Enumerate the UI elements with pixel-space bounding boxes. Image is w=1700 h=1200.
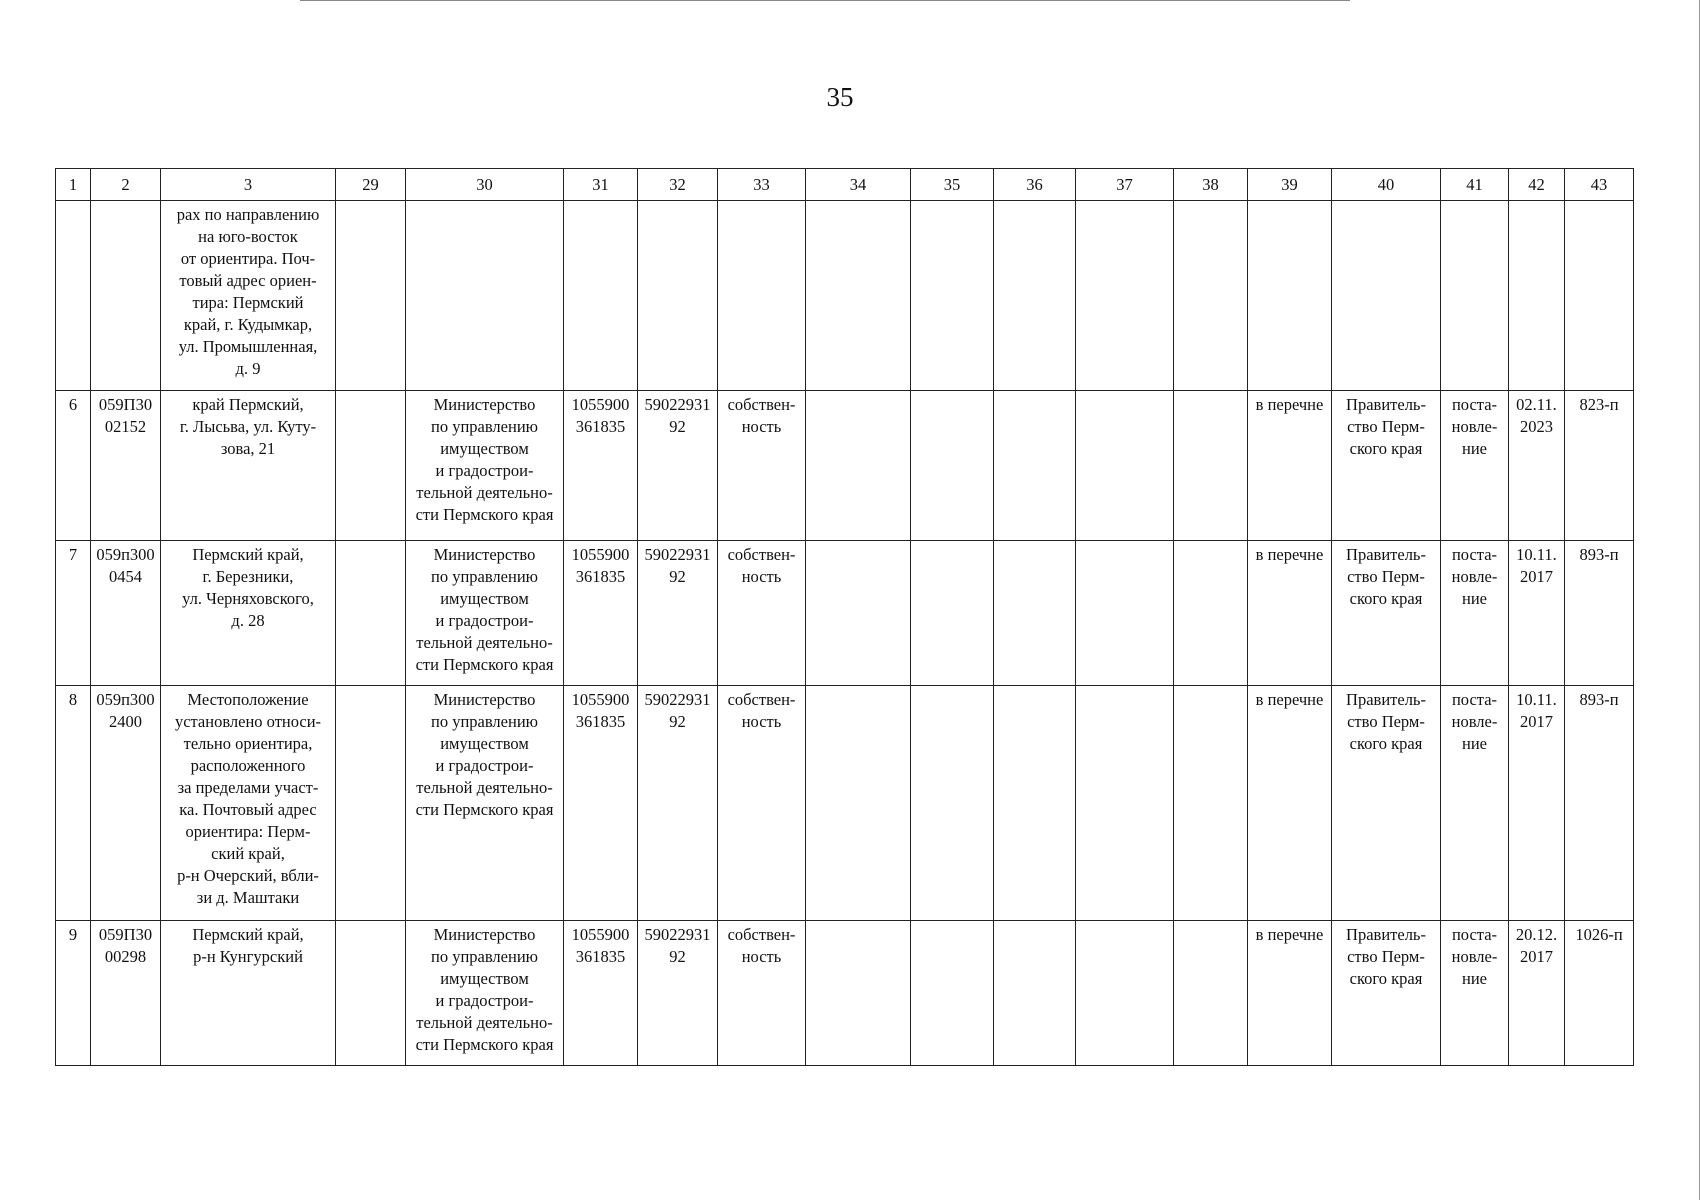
registry-table xyxy=(55,168,1634,1066)
col-36-cell xyxy=(994,686,1076,921)
table-row xyxy=(56,541,1634,686)
column-header-34: 34 xyxy=(806,169,911,201)
ogrn-cell: 1055900 361835 xyxy=(564,541,638,686)
document-number-cell: 823-п xyxy=(1565,391,1634,541)
address-cell: рах по направлению на юго-восток от ориентира. Поч- товый адрес ориен- тира: Пермский край, г. Кудымкар, ул. Промышленная, д. 9 xyxy=(161,201,336,391)
scan-top-edge xyxy=(300,0,1350,1)
authority-cell: Правитель- ство Перм- ского края xyxy=(1332,921,1441,1066)
row-number-cell: 8 xyxy=(56,686,91,921)
authority-cell: Правитель- ство Перм- ского края xyxy=(1332,541,1441,686)
address-cell: Пермский край, р-н Кунгурский xyxy=(161,921,336,1066)
document-date-cell: 10.11. 2017 xyxy=(1509,541,1565,686)
col-34-cell xyxy=(806,201,911,391)
owner-cell: Министерство по управлению имуществом и градострои- тельной деятельно- сти Пермского края xyxy=(406,921,564,1066)
authority-cell: Правитель- ство Перм- ского края xyxy=(1332,391,1441,541)
owner-cell: Министерство по управлению имуществом и градострои- тельной деятельно- сти Пермского края xyxy=(406,391,564,541)
col-38-cell xyxy=(1174,391,1248,541)
row-number-cell: 7 xyxy=(56,541,91,686)
owner-cell: Министерство по управлению имуществом и градострои- тельной деятельно- сти Пермского края xyxy=(406,541,564,686)
table-row-continuation xyxy=(56,201,1634,391)
col-35-cell xyxy=(911,686,994,921)
list-status-cell: в перечне xyxy=(1248,921,1332,1066)
col-29-cell xyxy=(336,921,406,1066)
row-number-cell: 9 xyxy=(56,921,91,1066)
document-type-cell: поста- новле- ние xyxy=(1441,686,1509,921)
column-header-1: 1 xyxy=(56,169,91,201)
document-date-cell: 10.11. 2017 xyxy=(1509,686,1565,921)
column-header-33: 33 xyxy=(718,169,806,201)
table-row xyxy=(56,921,1634,1066)
right-type-cell: собствен- ность xyxy=(718,686,806,921)
column-header-40: 40 xyxy=(1332,169,1441,201)
authority-cell xyxy=(1332,201,1441,391)
column-header-3: 3 xyxy=(161,169,336,201)
column-header-30: 30 xyxy=(406,169,564,201)
col-36-cell xyxy=(994,391,1076,541)
document-number-cell: 893-п xyxy=(1565,541,1634,686)
col-34-cell xyxy=(806,686,911,921)
address-cell: Пермский край, г. Березники, ул. Черняховского, д. 28 xyxy=(161,541,336,686)
list-status-cell: в перечне xyxy=(1248,686,1332,921)
column-header-2: 2 xyxy=(91,169,161,201)
col-35-cell xyxy=(911,201,994,391)
col-38-cell xyxy=(1174,686,1248,921)
column-header-39: 39 xyxy=(1248,169,1332,201)
authority-cell: Правитель- ство Перм- ского края xyxy=(1332,686,1441,921)
cadastral-number-cell: 059П30 00298 xyxy=(91,921,161,1066)
col-38-cell xyxy=(1174,201,1248,391)
col-34-cell xyxy=(806,391,911,541)
list-status-cell xyxy=(1248,201,1332,391)
right-type-cell xyxy=(718,201,806,391)
document-date-cell: 02.11. 2023 xyxy=(1509,391,1565,541)
document-number-cell: 1026-п xyxy=(1565,921,1634,1066)
document-date-cell xyxy=(1509,201,1565,391)
col-36-cell xyxy=(994,921,1076,1066)
document-type-cell: поста- новле- ние xyxy=(1441,921,1509,1066)
header-row xyxy=(56,169,1634,201)
right-type-cell: собствен- ность xyxy=(718,921,806,1066)
col-34-cell xyxy=(806,541,911,686)
document-type-cell: поста- новле- ние xyxy=(1441,541,1509,686)
document-type-cell: поста- новле- ние xyxy=(1441,391,1509,541)
list-status-cell: в перечне xyxy=(1248,391,1332,541)
ogrn-cell: 1055900 361835 xyxy=(564,686,638,921)
owner-cell xyxy=(406,201,564,391)
cadastral-number-cell: 059п300 0454 xyxy=(91,541,161,686)
inn-cell: 59022931 92 xyxy=(638,921,718,1066)
document-type-cell xyxy=(1441,201,1509,391)
col-35-cell xyxy=(911,921,994,1066)
col-37-cell xyxy=(1076,201,1174,391)
column-header-38: 38 xyxy=(1174,169,1248,201)
row-number-cell: 6 xyxy=(56,391,91,541)
column-header-35: 35 xyxy=(911,169,994,201)
page-number: 35 xyxy=(826,82,854,112)
col-29-cell xyxy=(336,201,406,391)
col-35-cell xyxy=(911,391,994,541)
col-38-cell xyxy=(1174,921,1248,1066)
column-header-43: 43 xyxy=(1565,169,1634,201)
col-29-cell xyxy=(336,541,406,686)
column-header-29: 29 xyxy=(336,169,406,201)
list-status-cell: в перечне xyxy=(1248,541,1332,686)
address-cell: край Пермский, г. Лысьва, ул. Куту- зова, 21 xyxy=(161,391,336,541)
column-header-41: 41 xyxy=(1441,169,1509,201)
inn-cell: 59022931 92 xyxy=(638,391,718,541)
ogrn-cell: 1055900 361835 xyxy=(564,391,638,541)
col-29-cell xyxy=(336,391,406,541)
right-type-cell: собствен- ность xyxy=(718,541,806,686)
cadastral-number-cell: 059П30 02152 xyxy=(91,391,161,541)
column-header-32: 32 xyxy=(638,169,718,201)
column-header-37: 37 xyxy=(1076,169,1174,201)
document-number-cell xyxy=(1565,201,1634,391)
column-header-31: 31 xyxy=(564,169,638,201)
row-number-cell xyxy=(56,201,91,391)
col-37-cell xyxy=(1076,391,1174,541)
col-34-cell xyxy=(806,921,911,1066)
col-37-cell xyxy=(1076,921,1174,1066)
cadastral-number-cell xyxy=(91,201,161,391)
document-date-cell: 20.12. 2017 xyxy=(1509,921,1565,1066)
cadastral-number-cell: 059п300 2400 xyxy=(91,686,161,921)
owner-cell: Министерство по управлению имуществом и градострои- тельной деятельно- сти Пермского края xyxy=(406,686,564,921)
table-row xyxy=(56,391,1634,541)
right-type-cell: собствен- ность xyxy=(718,391,806,541)
col-36-cell xyxy=(994,541,1076,686)
document-number-cell: 893-п xyxy=(1565,686,1634,921)
ogrn-cell: 1055900 361835 xyxy=(564,921,638,1066)
column-header-36: 36 xyxy=(994,169,1076,201)
col-37-cell xyxy=(1076,686,1174,921)
col-38-cell xyxy=(1174,541,1248,686)
ogrn-cell xyxy=(564,201,638,391)
column-header-42: 42 xyxy=(1509,169,1565,201)
col-35-cell xyxy=(911,541,994,686)
table-row xyxy=(56,686,1634,921)
col-29-cell xyxy=(336,686,406,921)
inn-cell: 59022931 92 xyxy=(638,686,718,921)
inn-cell: 59022931 92 xyxy=(638,541,718,686)
col-36-cell xyxy=(994,201,1076,391)
address-cell: Местоположение установлено относи- тельно ориентира, расположенного за пределами участ- ка. Почтовый адрес ориентира: Перм- ский край, р-н Очерский, вбли- зи д. Маштаки xyxy=(161,686,336,921)
col-37-cell xyxy=(1076,541,1174,686)
inn-cell xyxy=(638,201,718,391)
